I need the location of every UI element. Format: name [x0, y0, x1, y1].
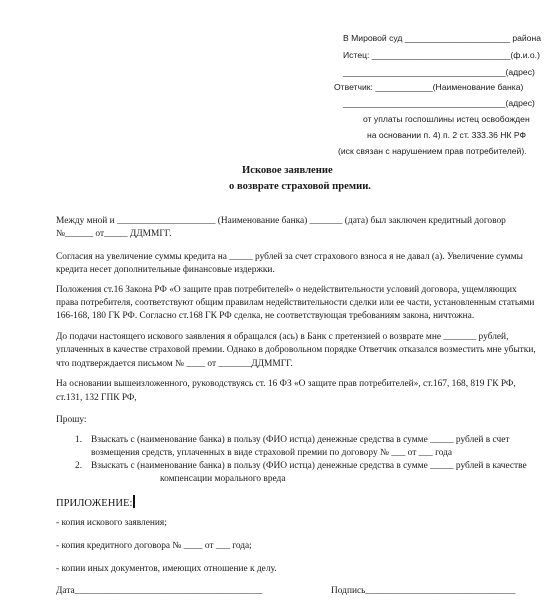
- attachments-heading: [56, 495, 135, 510]
- fee-reason-line: (иск связан с нарушением прав потребителей).: [338, 146, 527, 156]
- paragraph-1-line-2: №______ от_____ ДДММГГ.: [56, 229, 172, 239]
- paragraph-4-line-3: что подтверждается письмом № ____ от _______ДДММГГ.: [56, 359, 293, 369]
- signature-field: Подпись________________________________: [331, 586, 516, 596]
- request-item-2-line-1: Взыскать с (наименование банка) в пользу (ФИО истца) денежные средства в сумме _____ рублей в качестве: [91, 461, 527, 471]
- request-label: Прошу:: [56, 415, 87, 425]
- title-line-1: Исковое заявление: [242, 165, 333, 176]
- date-field: Дата________________________________________: [56, 586, 263, 596]
- plaintiff-line: Истец: _____________________________(ф.и.о.): [343, 50, 540, 60]
- paragraph-3-line-3: 166-168, 180 ГК РФ. Согласно ст.168 ГК РФ сделка, не соответствующая требованиям закона, ничтожна.: [56, 311, 475, 321]
- defendant-address-line: __________________________________(адрес): [343, 98, 535, 108]
- text-cursor: [133, 495, 135, 508]
- attachment-item-3: - копии иных документов, имеющих отношение к делу.: [56, 564, 277, 574]
- defendant-line: Ответчик: ____________(Наименование банка): [334, 82, 524, 92]
- court-line: В Мировой суд ______________________ района: [343, 33, 541, 43]
- request-item-2-line-2: компенсации морального вреда: [160, 474, 286, 484]
- fee-exemption-line: от уплаты госпошлины истец освобожден: [363, 114, 530, 124]
- attachment-item-1: - копия искового заявления;: [56, 518, 167, 528]
- paragraph-4-line-2: уплаченных в качестве страховой премии. Однако в добровольном порядке Ответчик отказался возместить мне убытки,: [56, 345, 536, 355]
- request-item-1-number: 1.: [75, 435, 83, 445]
- fee-basis-line: на основании п. 4) п. 2 ст. 333.36 НК РФ: [367, 130, 527, 140]
- request-item-1-line-1: Взыскать с (наименование банка) в пользу (ФИО истца) денежные средства в сумме _____ рублей в счет: [91, 435, 510, 445]
- paragraph-5-line-2: ст.131, 132 ГПК РФ,: [56, 393, 137, 403]
- plaintiff-address-line: __________________________________(адрес): [343, 67, 535, 77]
- paragraph-3-line-1: Положения ст.16 Закона РФ «О защите прав потребителей» о недействительности условий договора, ущемляющих: [56, 285, 517, 295]
- paragraph-4-line-1: До подачи настоящего искового заявления я обращался (ась) в Банк с претензией о возврате мне _______ рублей,: [56, 332, 509, 342]
- attachment-item-2: - копия кредитного договора № ____ от ___ года;: [56, 541, 252, 551]
- paragraph-3-line-2: права потребителя, соответствуют общим правилам недействительности сделки или ее части, установленным статьями: [56, 298, 535, 308]
- paragraph-2-line-1: Согласия на увеличение суммы кредита на _____ рублей за счет страхового взноса я не давал (а). Увеличение суммы: [56, 252, 523, 262]
- paragraph-2-line-2: кредита несет дополнительные финансовые издержки.: [56, 265, 275, 275]
- title-line-2: о возврате страховой премии.: [229, 181, 371, 192]
- attachments-heading-text: ПРИЛОЖЕНИЕ:: [56, 498, 133, 509]
- request-item-2-number: 2.: [75, 461, 83, 471]
- paragraph-1-line-1: Между мной и _____________________ (Наименование банка) _______ (дата) был заключен кредитный договор: [56, 216, 506, 226]
- request-item-1-line-2: возмещения средств, уплаченных в виде страховой премии по договору № ___ от ___ года: [91, 448, 453, 458]
- paragraph-5-line-1: На основании вышеизложенного, руководствуясь ст. 16 ФЗ «О защите прав потребителей», ст.167, 168, 819 ГК РФ,: [56, 379, 516, 389]
